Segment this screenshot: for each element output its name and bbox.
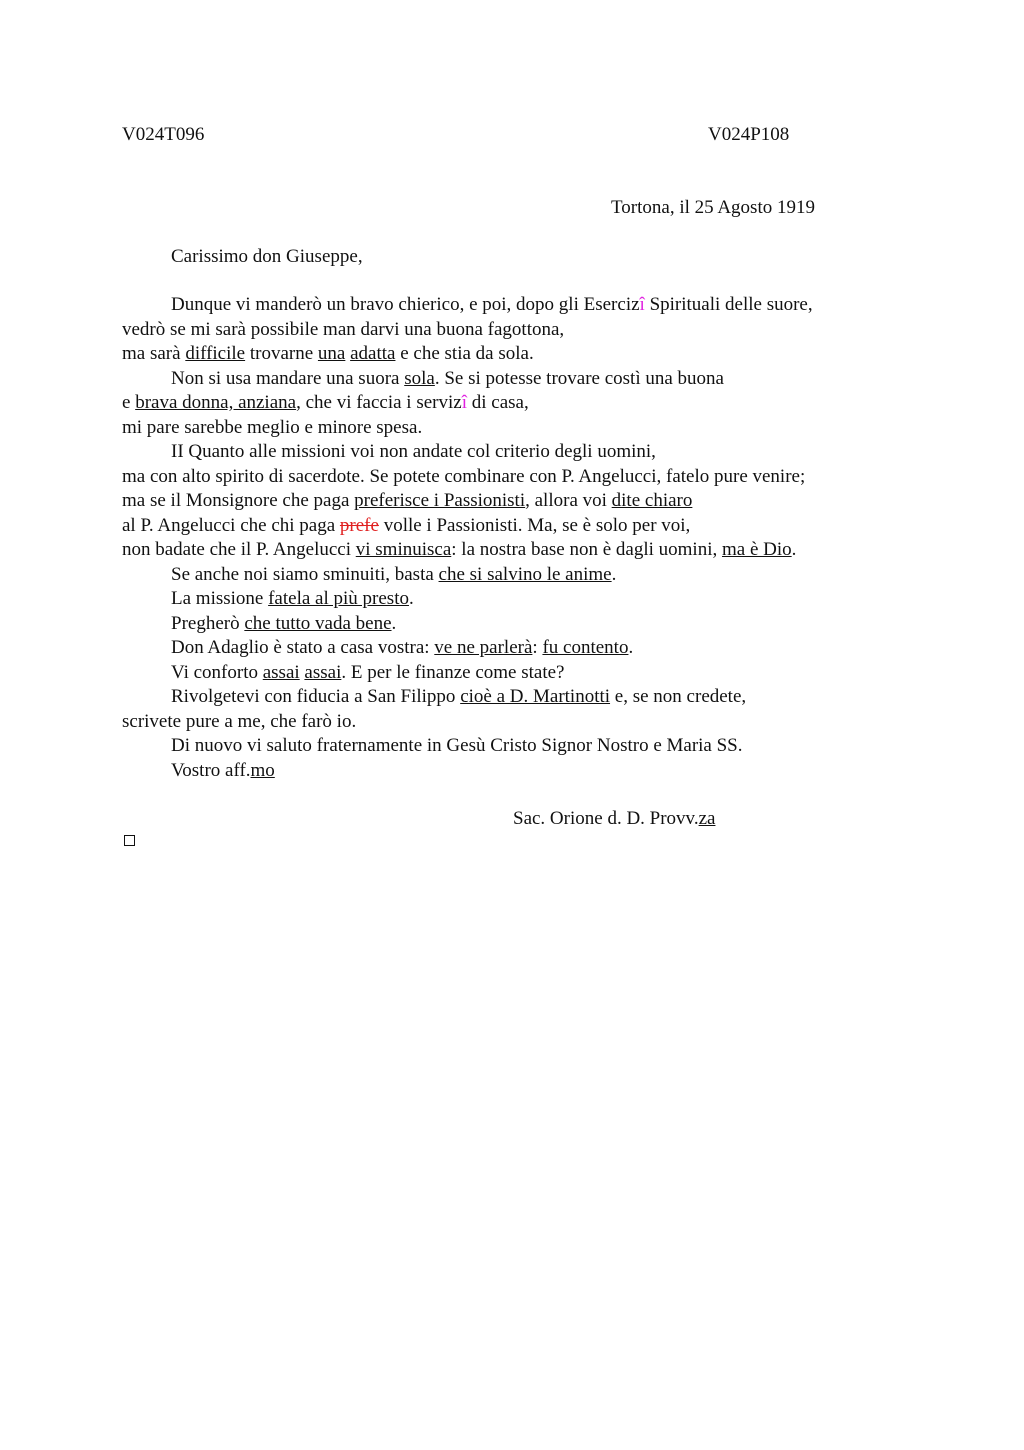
signature (513, 807, 715, 831)
underlined-text: assai (304, 661, 342, 683)
paragraph-line (122, 489, 922, 514)
text: . (791, 539, 797, 560)
text: . E per le finanze come state? (341, 661, 565, 683)
paragraph-line (122, 587, 922, 612)
paragraph-line (122, 636, 922, 661)
underlined-text: una (317, 343, 346, 364)
paragraph-line (122, 293, 922, 318)
text: La missione (171, 588, 269, 609)
underlined-text: ve ne parlerà (434, 637, 533, 658)
text: Non si usa mandare una suora (171, 367, 405, 389)
paragraph-line (122, 391, 922, 416)
paragraph-line (122, 538, 922, 563)
salutation: Carissimo don Giuseppe, (171, 246, 363, 267)
text: . (391, 612, 397, 634)
underlined-text: fatela al più presto (268, 588, 409, 609)
letter-body (122, 293, 922, 783)
underlined-text: dite chiaro (611, 490, 693, 511)
accent-mark: î (639, 294, 645, 315)
text: al P. Angelucci che chi paga (122, 514, 340, 536)
paragraph-line (122, 685, 922, 710)
text: Vostro aff. (171, 759, 251, 781)
text: Spirituali delle suore, (644, 294, 813, 315)
text: e che stia da sola. (395, 343, 534, 364)
text: ma se il Monsignore che paga (122, 490, 355, 511)
underlined-text: mo (250, 759, 275, 781)
struck-text: prefe (339, 514, 379, 536)
paragraph-line: II Quanto alle missioni voi non andate col criterio degli uomini, (171, 441, 656, 462)
closing (122, 759, 922, 784)
underlined-text: che tutto vada bene (244, 612, 392, 634)
text: ma sarà (122, 343, 186, 364)
text: trovarne (245, 343, 318, 364)
underlined-text: assai (262, 661, 300, 683)
paragraph-line: scrivete pure a me, che farò io. (122, 710, 357, 732)
text: non badate che il P. Angelucci (122, 539, 356, 560)
text: Don Adaglio è stato a casa vostra: (171, 637, 435, 658)
text: . (408, 588, 414, 609)
text: , allora voi (525, 490, 612, 511)
text: volle i Passionisti. Ma, se è solo per voi, (378, 514, 691, 536)
paragraph-line: ma con alto spirito di sacerdote. Se potete combinare con P. Angelucci, fatelo pure venire; (122, 465, 806, 487)
document-code-left: V024T096 (122, 124, 205, 145)
paragraph-line: mi pare sarebbe meglio e minore spesa. (122, 416, 423, 438)
underlined-text: sola (404, 367, 435, 389)
text: . (611, 563, 617, 585)
document-code-right: V024P108 (708, 124, 790, 145)
underlined-text: brava donna, anziana (135, 392, 297, 413)
text: e (122, 392, 136, 413)
text: di casa, (467, 392, 529, 413)
underlined-text: adatta (350, 343, 396, 364)
text: e, se non credete, (610, 686, 747, 707)
paragraph-line (122, 367, 922, 392)
text: Vi conforto (171, 661, 263, 683)
text: Se anche noi siamo sminuiti, basta (171, 563, 439, 585)
paragraph-line: vedrò se mi sarà possibile man darvi una buona fagottona, (122, 318, 565, 340)
text: Dunque vi manderò un bravo chierico, e poi, dopo gli Eserciz (171, 294, 640, 315)
paragraph-line (122, 342, 922, 367)
underlined-text: fu contento (542, 637, 629, 658)
paragraph-line (122, 661, 922, 686)
underlined-text: cioè a D. Martinotti (460, 686, 611, 707)
underlined-text: difficile (185, 343, 246, 364)
underlined-text: za (698, 808, 716, 829)
paragraph-line (122, 563, 922, 588)
text: . Se si potesse trovare costì una buona (434, 367, 724, 389)
text: . (628, 637, 634, 658)
paragraph-line: Di nuovo vi saluto fraternamente in Gesù Cristo Signor Nostro e Maria SS. (171, 735, 743, 756)
checkbox-icon (124, 835, 135, 846)
underlined-text: che si salvino le anime (438, 563, 612, 585)
underlined-text: ma è Dio (721, 539, 792, 560)
text: Sac. Orione d. D. Provv. (513, 808, 699, 829)
text: : la nostra base non è dagli uomini, (451, 539, 722, 560)
paragraph-line (122, 612, 922, 637)
text: Rivolgetevi con fiducia a San Filippo (171, 686, 461, 707)
text: , che vi faccia i serviz (296, 392, 462, 413)
text: : (532, 637, 543, 658)
text: Pregherò (171, 612, 245, 634)
underlined-text: preferisce i Passionisti (354, 490, 526, 511)
accent-mark: î (461, 392, 467, 413)
date-line: Tortona, il 25 Agosto 1919 (611, 197, 815, 218)
paragraph-line (122, 514, 922, 539)
underlined-text: vi sminuisca (355, 539, 452, 560)
